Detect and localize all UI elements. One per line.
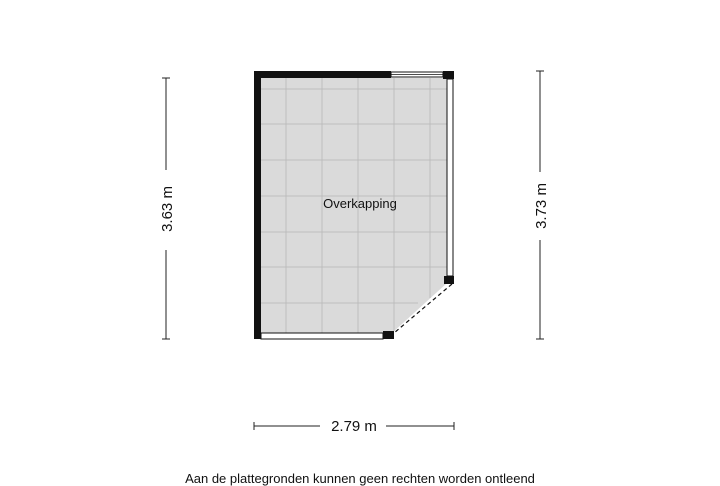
corner-post-right	[444, 276, 454, 284]
wall-right-thin	[447, 79, 453, 276]
wall-left	[254, 71, 261, 339]
wall-bottom-thin	[261, 333, 383, 339]
wall-top-right-post	[443, 71, 454, 79]
dimension-bottom-label: 2.79 m	[331, 418, 377, 435]
dimension-left-label: 3.63 m	[159, 186, 176, 232]
room-label: Overkapping	[323, 196, 397, 211]
window-top	[391, 72, 443, 77]
wall-top	[254, 71, 391, 78]
dimension-right-label: 3.73 m	[533, 183, 550, 229]
disclaimer-text: Aan de plattegronden kunnen geen rechten worden ontleend	[185, 471, 535, 486]
corner-post-bottom	[383, 331, 394, 339]
